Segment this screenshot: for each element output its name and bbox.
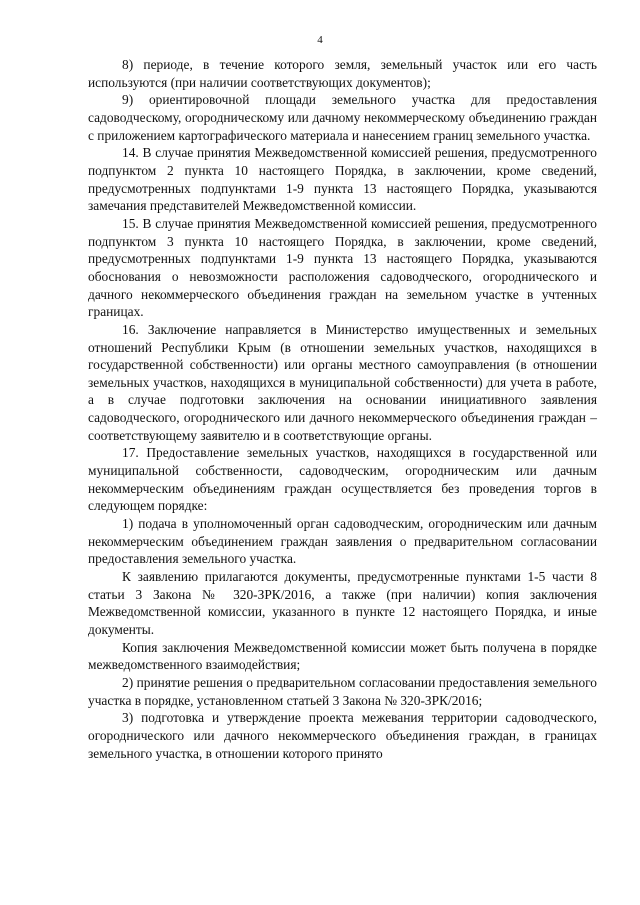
paragraph-copy-note: Копия заключения Межведомственной комиссии может быть получена в порядке межведомственного взаимодействия; <box>88 639 597 673</box>
paragraph-step-1: 1) подача в уполномоченный орган садоводческим, огородническим или дачным некоммерческим объединением граждан заявления о предварительном согласовании предоставления земельного участка. <box>88 516 597 567</box>
paragraph-clause-16: 16. Заключение направляется в Министерство имущественных и земельных отношений Республики Крым (в отношении земельных участков, находящихся в государственной собственности) или органы местного самоуправления (в отношении земельных участков, находящихся в муниципальной собственности) для учета в работе, а в случае подготовки заключения на основании инициативного заявления садоводческого, огороднического или дачного некоммерческого объединения граждан – соответствующему заявителю и в соответствующие органы. <box>88 321 597 443</box>
page-number: 4 <box>317 34 323 46</box>
paragraph-clause-15: 15. В случае принятия Межведомственной комиссией решения, предусмотренного подпунктом 3 пункта 10 настоящего Порядка, в заключении, кроме сведений, предусмотренных подпунктами 1-9 пункта 13 настоящего Порядка, указываются обоснования о невозможности расположения садоводческого, огороднического и дачного некоммерческого объединения граждан на земельном участке в учтенных границах. <box>88 215 597 320</box>
paragraph-clause-14: 14. В случае принятия Межведомственной комиссией решения, предусмотренного подпунктом 2 пункта 10 настоящего Порядка, в заключении, кроме сведений, предусмотренных подпунктами 1-9 пункта 13 настоящего Порядка, указываются замечания представителей Межведомственной комиссии. <box>88 145 597 214</box>
paragraph-item-8: 8) периоде, в течение которого земля, земельный участок или его часть используются (при наличии соответствующих документов); <box>88 57 597 90</box>
document-body <box>88 56 597 762</box>
paragraph-step-2: 2) принятие решения о предварительном согласовании предоставления земельного участка в порядке, установленном статьей 3 Закона № 320-ЗРК/2016; <box>88 674 597 708</box>
paragraph-clause-17: 17. Предоставление земельных участков, находящихся в государственной или муниципальной собственности, садоводческим, огородническим или дачным некоммерческим объединениям граждан осуществляется без проведения торгов в следующем порядке: <box>88 445 597 514</box>
paragraph-attachments: К заявлению прилагаются документы, предусмотренные пунктами 1-5 части 8 статьи 3 Закона № 320-ЗРК/2016, а также (при наличии) копия заключения Межведомственной комиссии, указанного в пункте 12 настоящего Порядка, и иные документы. <box>88 569 597 637</box>
paragraph-item-9: 9) ориентировочной площади земельного участка для предоставления садоводческому, огородническому или дачному некоммерческому объединению граждан с приложением картографического материала и нанесением границ земельного участка. <box>88 92 597 143</box>
paragraph-step-3: 3) подготовка и утверждение проекта межевания территории садоводческого, огороднического или дачного некоммерческого объединения граждан, в границах земельного участка, в отношении которого принято <box>88 710 597 761</box>
